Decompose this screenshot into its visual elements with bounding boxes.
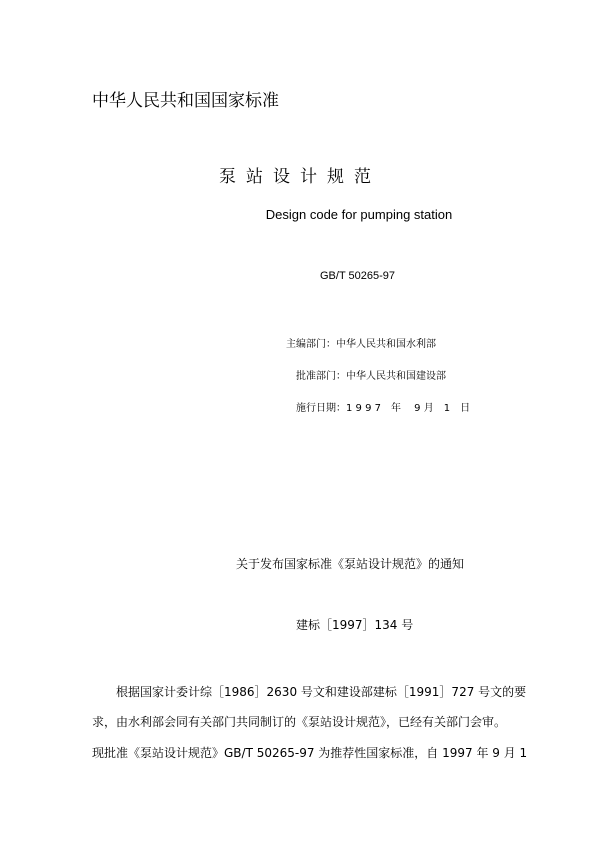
approving-department: 批准部门：中华人民共和国建设部 (296, 371, 446, 382)
body-paragraph-line: 现批准《泵站设计规范》GB/T 50265-97 为推荐性国家标准，自 1997 年 9 月 1 (92, 746, 528, 760)
standard-code: GB/T 50265-97 (320, 270, 396, 282)
document-title-en: Design code for pumping station (265, 207, 453, 222)
notice-title: 关于发布国家标准《泵站设计规范》的通知 (236, 557, 465, 571)
body-paragraph-line: 根据国家计委计综［1986］2630 号文和建设部建标［1991］727 号文的要 (116, 685, 527, 699)
notice-number: 建标［1997］134 号 (296, 618, 414, 632)
document-title-zh: 泵站设计规范 (219, 167, 381, 187)
standard-category-heading: 中华人民共和国国家标准 (92, 91, 279, 111)
effective-date: 施行日期：1 9 9 7 年 9 月 1 日 (296, 403, 471, 414)
body-paragraph-line: 求，由水利部会同有关部门共同制订的《泵站设计规范》，已经有关部门会审。 (92, 715, 507, 729)
editor-department: 主编部门：中华人民共和国水利部 (286, 339, 436, 350)
